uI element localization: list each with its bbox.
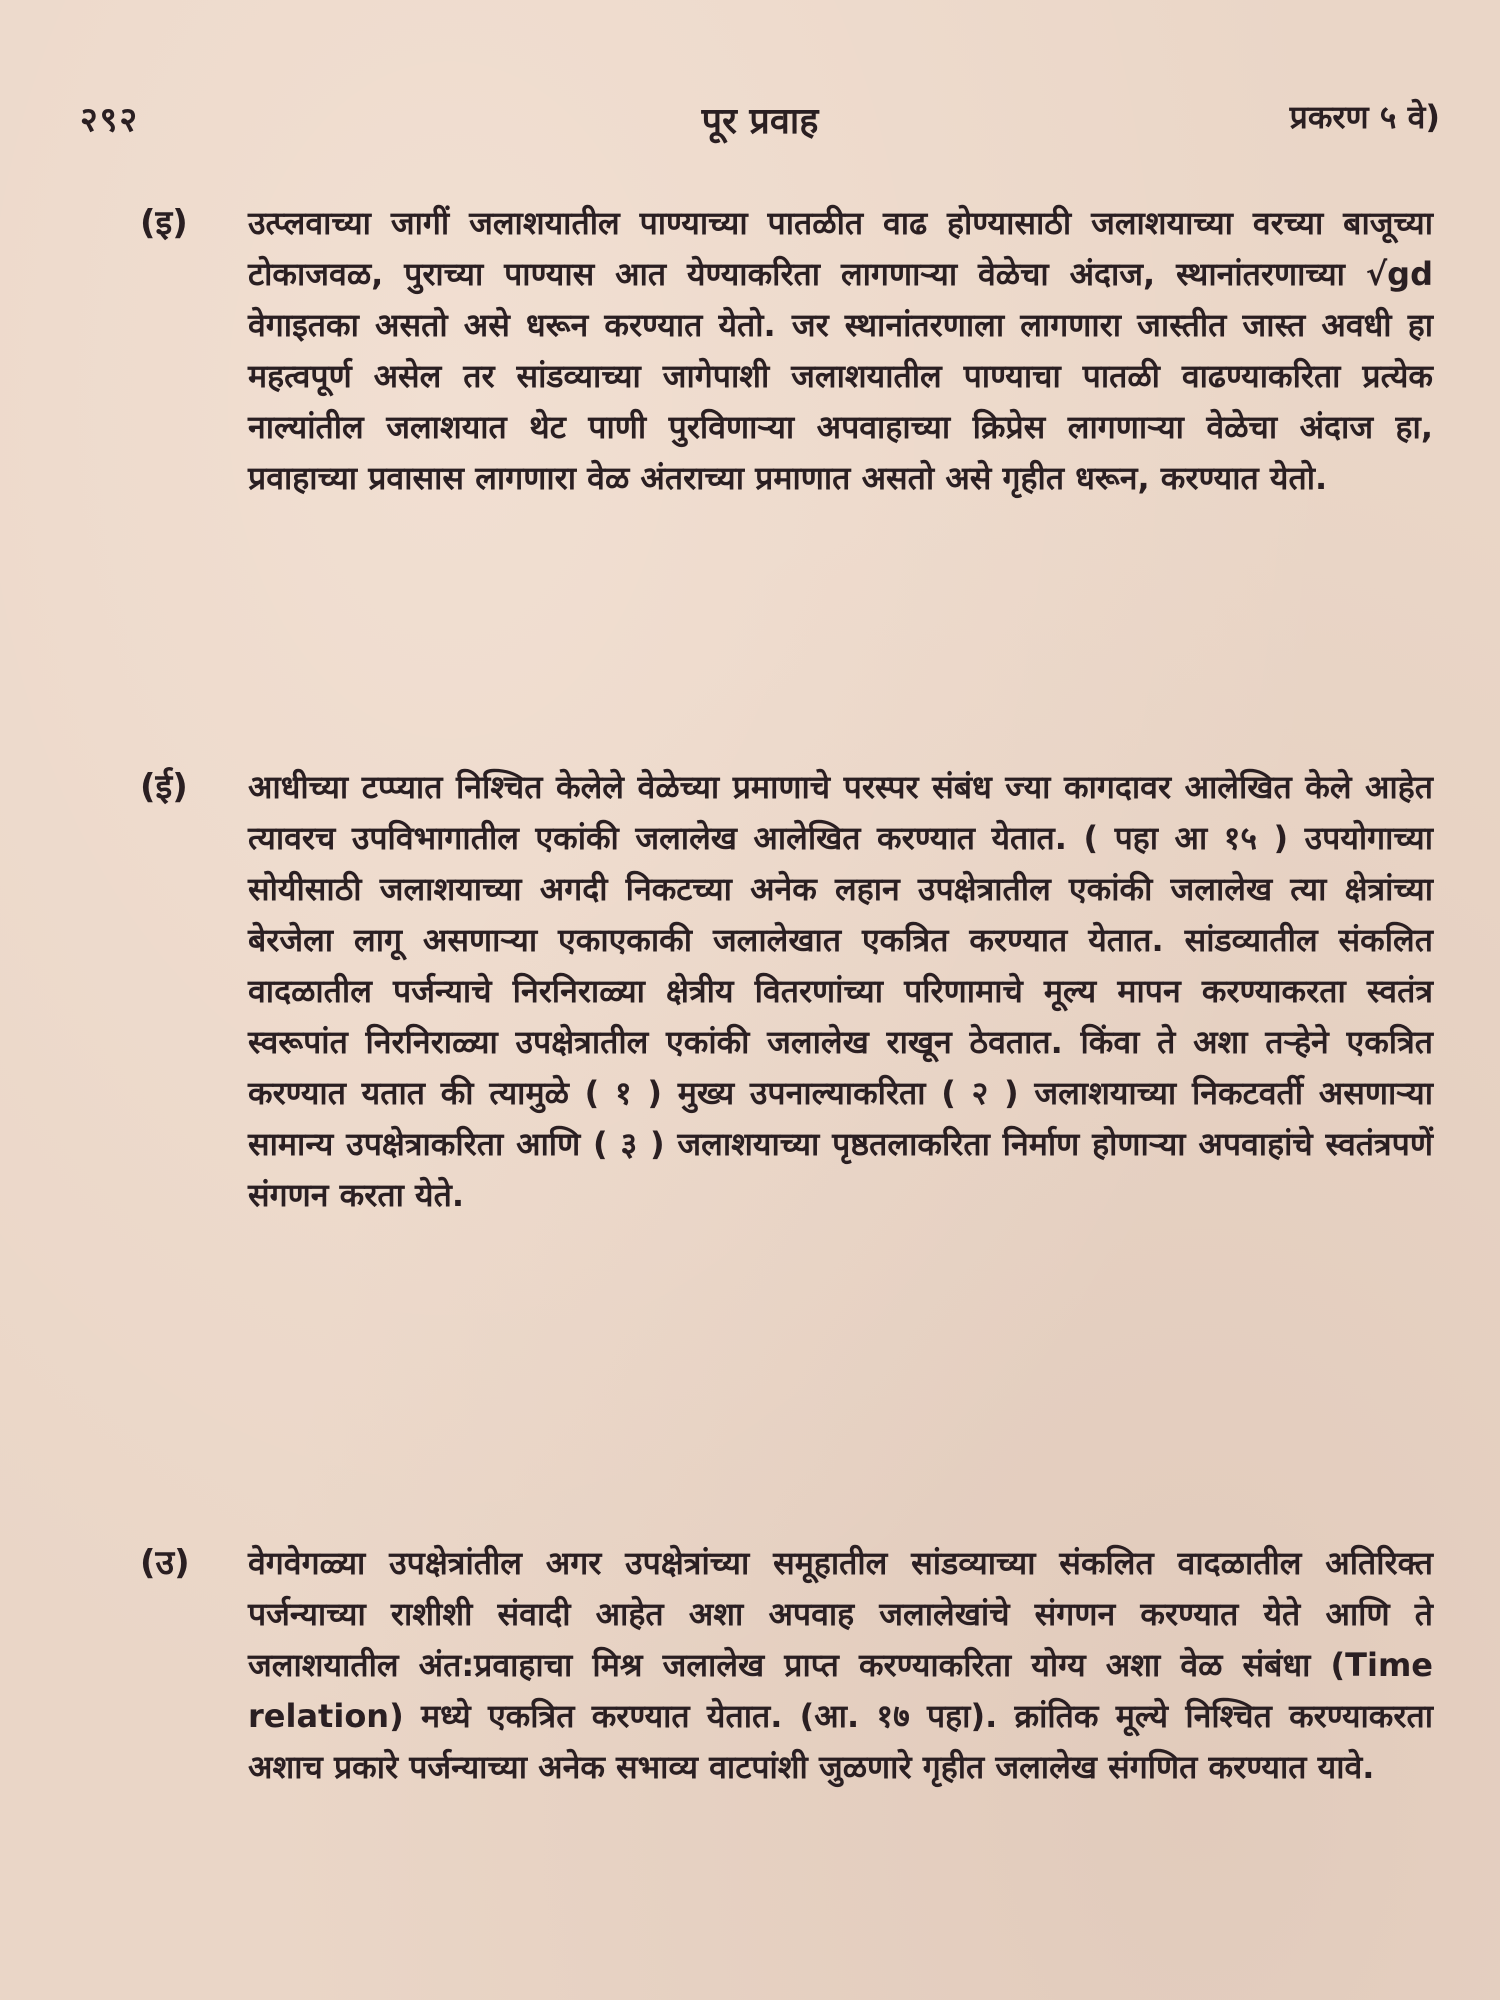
chapter-label: प्रकरण ५ वे) <box>1289 98 1440 136</box>
section-paragraph: उत्प्लवाच्या जागीं जलाशयातील पाण्याच्या पातळीत वाढ होण्यासाठी जलाशयाच्या वरच्या बाजूच्या टोकाजवळ, पुराच्या पाण्यास आत येण्याकरिता लागणाऱ्या वेळेचा अंदाज, स्थानांतरणाच्या √gd वेगाइतका असतो असे धरून करण्यात येतो. जर स्थानांतरणाला लागणारा जास्तीत जास्त अवधी हा महत्वपूर्ण असेल तर सांडव्याच्या जागेपाशी जलाशयातील पाण्याचा पातळी वाढण्याकरिता प्रत्येक नाल्यांतील जलाशयात थेट पाणी पुरविणाऱ्या अपवाहाच्या क्रिप्रेस लागणाऱ्या वेळेचा अंदाज हा, प्रवाहाच्या प्रवासास लागणारा वेळ अंतराच्या प्रमाणात असतो असे गृहीत धरून, करण्यात येतो. <box>248 204 1433 497</box>
section-marker: (उ) <box>140 1543 190 1583</box>
section-paragraph: आधीच्या टप्प्यात निश्चित केलेले वेळेच्या प्रमाणाचे परस्पर संबंध ज्या कागदावर आलेखित केले आहेत त्यावरच उपविभागातील एकांकी जलालेख आलेखित करण्यात येतात. ( पहा आ १५ ) उपयोगाच्या सोयीसाठी जलाशयाच्या अगदी निकटच्या अनेक लहान उपक्षेत्रातील एकांकी जलालेख त्या क्षेत्रांच्या बेरजेला लागू असणाऱ्या एकाएकाकी जलालेखात एकत्रित करण्यात येतात. सांडव्यातील संकलित वादळातील पर्जन्याचे निरनिराळ्या क्षेत्रीय वितरणांच्या परिणामाचे मूल्य मापन करण्याकरता स्वतंत्र स्वरूपांत निरनिराळ्या उपक्षेत्रातील एकांकी जलालेख राखून ठेवतात. किंवा ते अशा तऱ्हेने एकत्रित करण्यात यतात की त्यामुळे ( १ ) मुख्य उपनाल्याकरिता ( २ ) जलाशयाच्या निकटवर्ती असणाऱ्या सामान्य उपक्षेत्राकरिता आणि ( ३ ) जलाशयाच्या पृष्ठतलाकरिता निर्माण होणाऱ्या अपवाहांचे स्वतंत्रपणें संगणन करता येते. <box>248 768 1433 1214</box>
section-marker: (ई) <box>140 767 188 807</box>
page-header <box>80 95 1440 155</box>
section-marker: (इ) <box>140 203 188 243</box>
running-title: पूर प्रवाह <box>701 101 819 142</box>
section-paragraph: वेगवेगळ्या उपक्षेत्रांतील अगर उपक्षेत्रांच्या समूहातील सांडव्याच्या संकलित वादळातील अतिरिक्त पर्जन्याच्या राशीशी संवादी आहेत अशा अपवाह जलालेखांचे संगणन करण्यात येते आणि ते जलाशयातील अंत:प्रवाहाचा मिश्र जलालेख प्राप्त करण्याकरिता योग्य अशा वेळ संबंधा (Time relation) मध्ये एकत्रित करण्यात येतात. (आ. १७ पहा). क्रांतिक मूल्ये निश्चित करण्याकरता अशाच प्रकारे पर्जन्याच्या अनेक सभाव्य वाटपांशी जुळणारे गृहीत जलालेख संगणित करण्यात यावे. <box>248 1544 1433 1786</box>
page-number: २९२ <box>80 100 140 140</box>
